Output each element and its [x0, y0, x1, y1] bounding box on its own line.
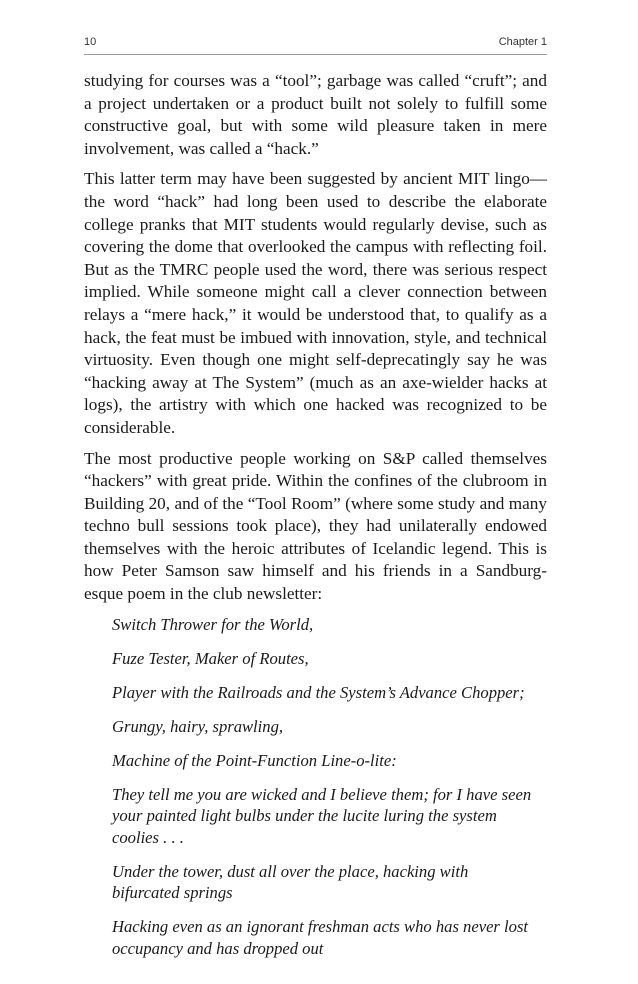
poem-line: Switch Thrower for the World,: [112, 614, 314, 634]
chapter-label: Chapter 1: [498, 36, 547, 48]
running-head: [84, 36, 547, 55]
poem-line: Under the tower, dust all over the place, hacking with bifurcated springs: [112, 861, 469, 903]
page-number: 10: [84, 36, 97, 48]
poem-line: Machine of the Point-Function Line-o-lite:: [112, 750, 397, 770]
body-text: [84, 70, 547, 972]
poem-line: Fuze Tester, Maker of Routes,: [112, 648, 309, 668]
poem-line: Grungy, hairy, sprawling,: [112, 716, 284, 736]
paragraph: studying for courses was a “tool”; garbage was called “cruft”; and a project undertaken or a product built not solely to fulfill some constructive goal, but with some wild pleasure taken in mere involvement, was called a “hack.”: [84, 71, 547, 158]
poem-line: Player with the Railroads and the System’s Advance Chopper;: [112, 682, 525, 702]
poem-line: Hacking even as an ignorant freshman acts who has never lost occupancy and has dropped out: [112, 917, 529, 958]
poem-line: They tell me you are wicked and I believe them; for I have seen your painted light bulbs under the lucite luring the system coolies . . .: [112, 784, 532, 847]
poem-block: [112, 614, 532, 960]
paragraph: The most productive people working on S&P called themselves “hackers” with great pride. Within the confines of the clubroom in Building 20, and of the “Tool Room” (where some study and many techno bull sessions took place), they had unilaterally endowed themselves with the heroic attributes of Icelandic legend. This is how Peter Samson saw himself and his friends in a Sandburg-esque poem in the club newsletter:: [84, 448, 547, 604]
paragraph: This latter term may have been suggested by ancient MIT lingo—the word “hack” had long been used to describe the elaborate college pranks that MIT students would regularly devise, such as covering the dome that overlooked the campus with reflecting foil. But as the TMRC people used the word, there was serious respect implied. While someone might call a clever connection between relays a “mere hack,” it would be understood that, to qualify as a hack, the feat must be imbued with innovation, style, and technical virtuosity. Even though one might self-deprecatingly say he was “hacking away at The System” (much as an axe-wielder hacks at logs), the artistry with which one hacked was recognized to be considerable.: [84, 169, 547, 437]
